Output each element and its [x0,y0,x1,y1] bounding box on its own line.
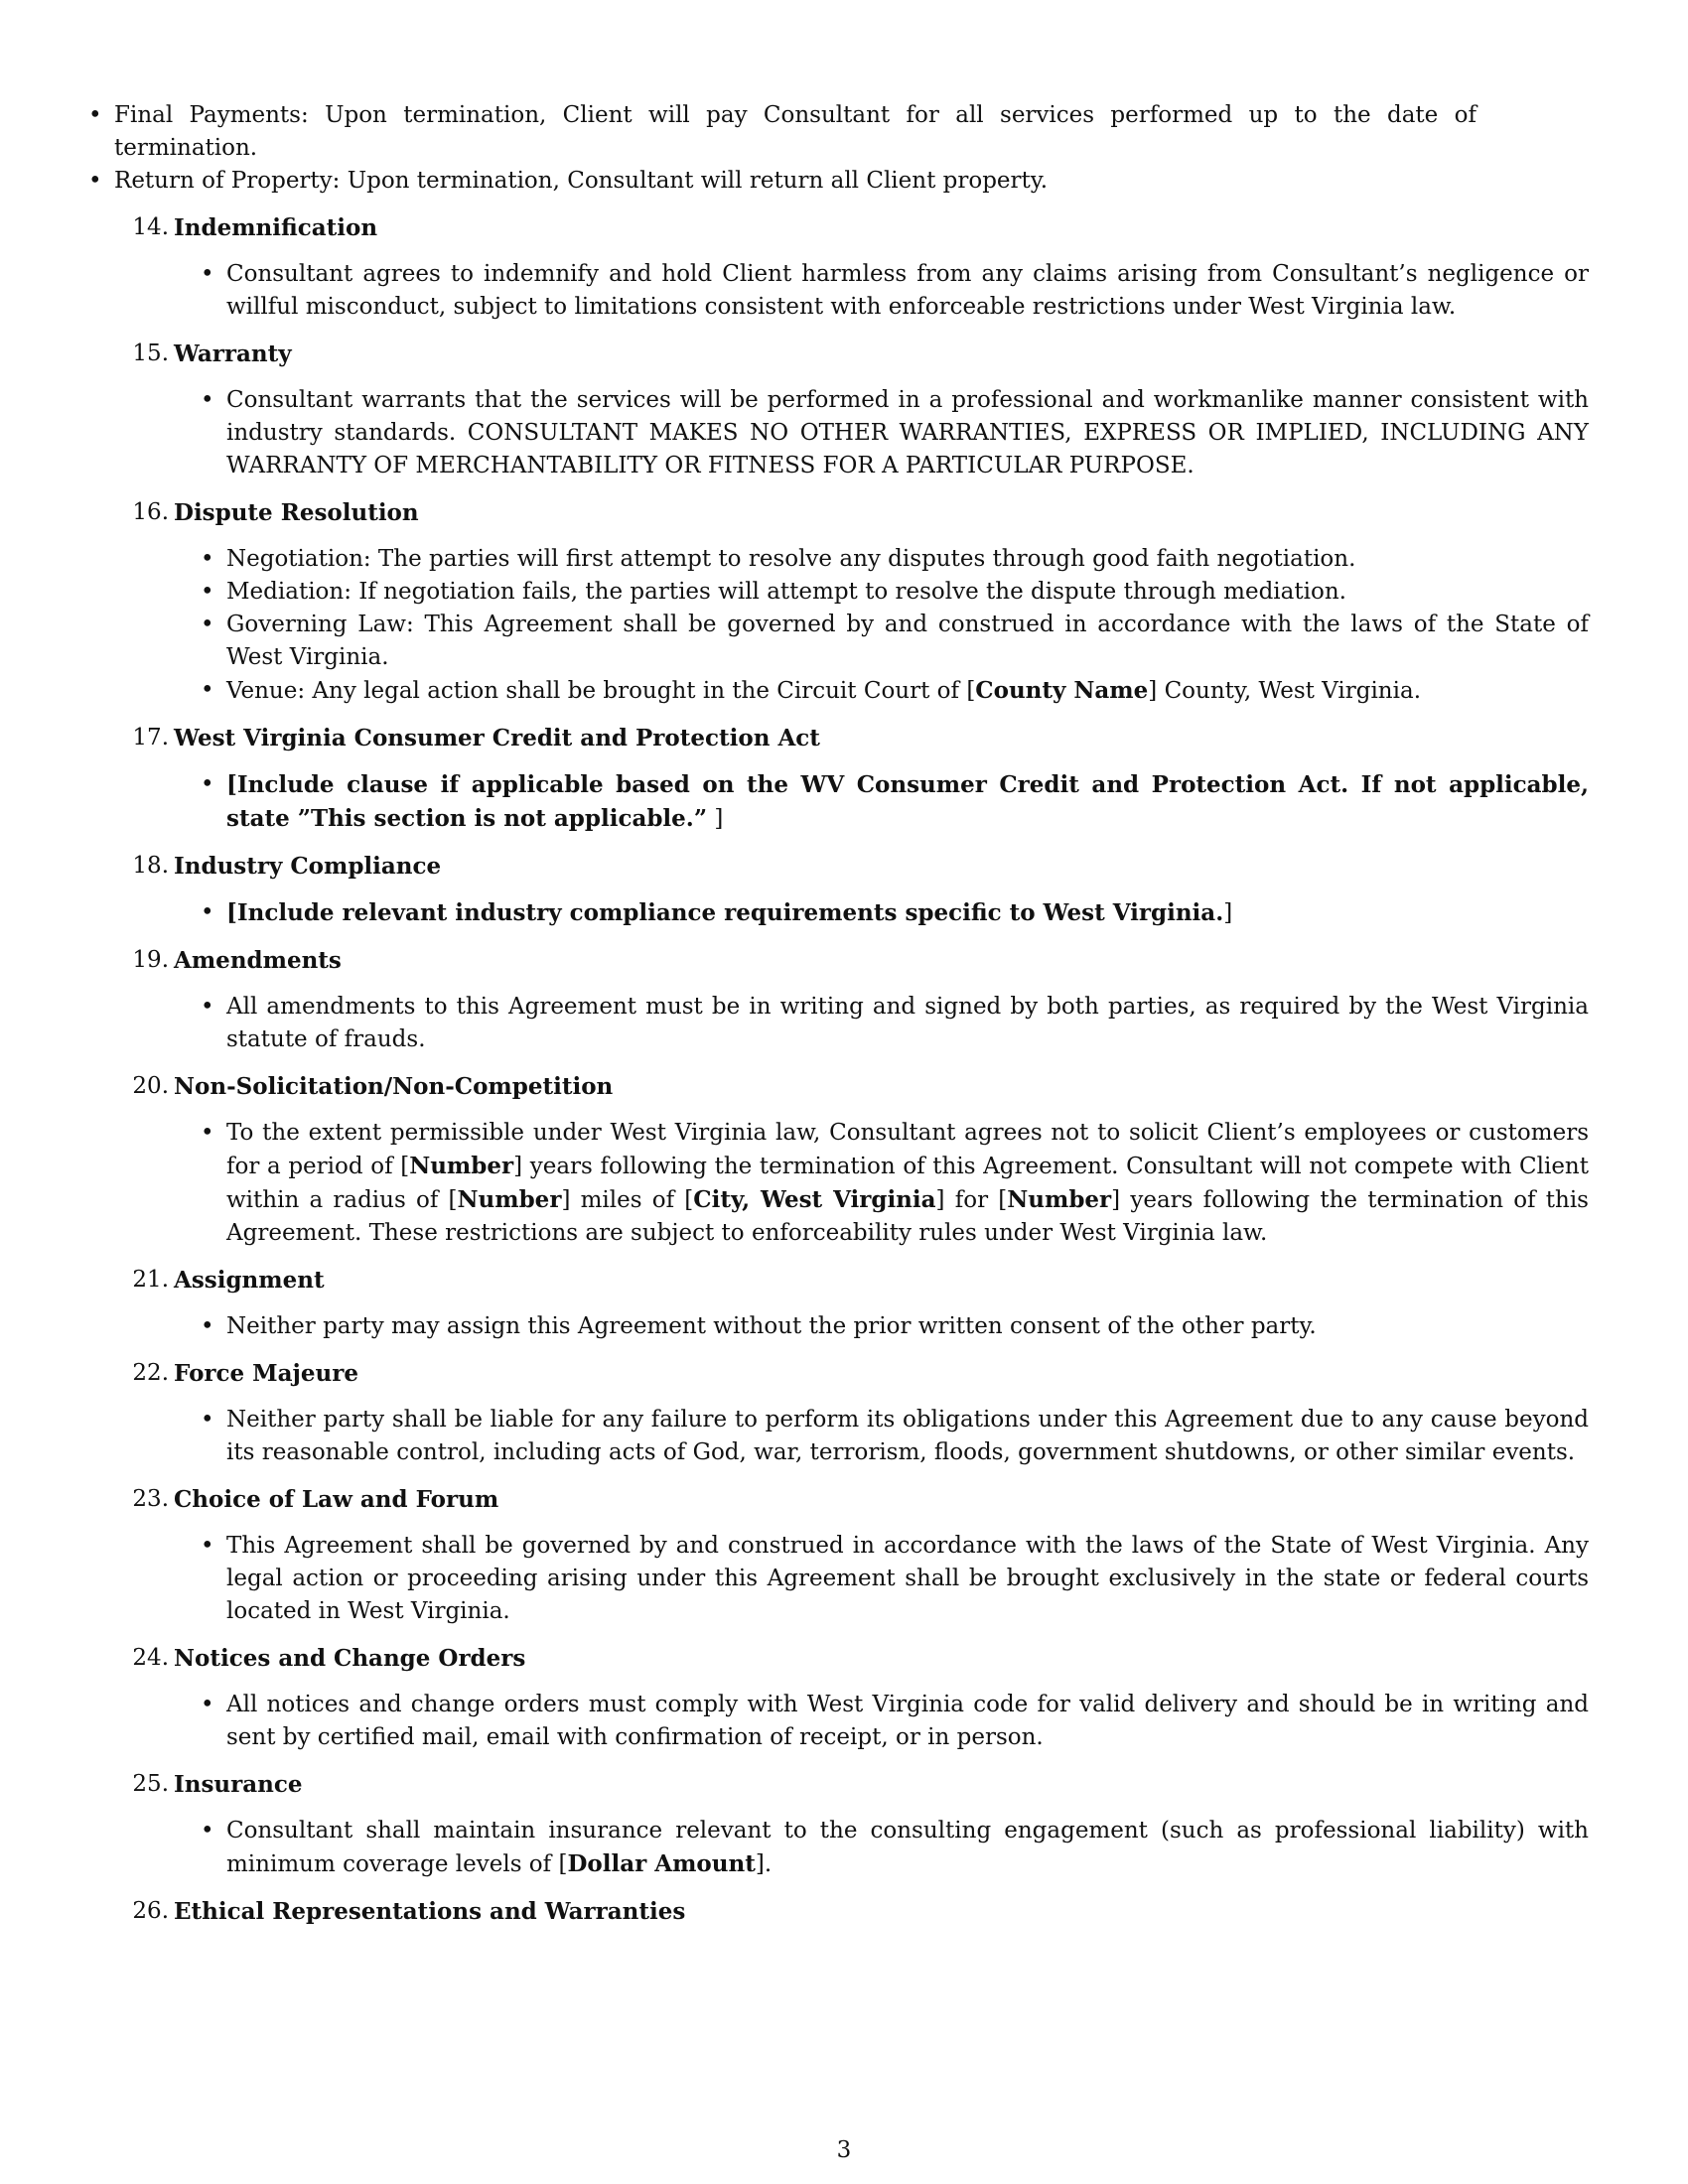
placeholder-field: [Include clause if applicable based on the WV Consumer Credit and Protection Act. If not applicable, state ”This section is not applicable.” [226,771,1589,832]
item-text: ] years following the termination of this Agreement. These restrictions are subject to enforceability rules under West Virginia law. [226,1187,1589,1246]
section-title: Insurance [174,1771,303,1798]
section-number: 19. [132,947,169,973]
item-text: Venue: Any legal action shall be brought in the Circuit Court of [ [226,678,976,704]
section-title: Indemnification [174,214,378,241]
section-number: 16. [132,499,169,525]
placeholder-field: Dollar Amount [567,1850,756,1877]
section-force-majeure [114,1357,1589,1469]
section-ethical-representations [114,1895,1589,1928]
section-title: Industry Compliance [174,853,442,880]
placeholder-field: City, West Virginia [693,1186,936,1213]
section-consumer-credit [114,722,1589,836]
item-text: ] miles of [ [561,1187,694,1213]
list-item: • All notices and change orders must comply with West Virginia code for valid delivery and should be in writing and sent by certified mail, email with confirmation of receipt, or in person. [226,1689,1589,1754]
section-dispute-resolution [114,496,1589,708]
section-title: Choice of Law and Forum [174,1486,499,1513]
section-number: 15. [132,341,169,366]
section-number: 21. [132,1267,169,1293]
section-amendments [114,944,1589,1056]
placeholder-field: County Name [975,677,1149,704]
item-text: ] for [ [935,1187,1008,1213]
section-number: 18. [132,853,169,879]
section-title: Ethical Representations and Warranties [174,1898,686,1925]
list-item: • All amendments to this Agreement must be in writing and signed by both parties, as required by the West Virginia statute of frauds. [226,991,1589,1056]
list-item: • Negotiation: The parties will first attempt to resolve any disputes through good faith negotiation. [226,543,1589,576]
item-text: ]. [755,1851,773,1877]
section-title: Notices and Change Orders [174,1645,526,1672]
item-text: Consultant shall maintain insurance relevant to the consulting engagement (such as professional liability) with minimum coverage levels of [ [226,1818,1589,1877]
list-item [226,768,1589,836]
section-number: 24. [132,1645,169,1671]
item-text: To the extent permissible under West Virginia law, Consultant agrees not to solicit Client’s employees or customers for a period of [ [226,1120,1589,1179]
list-item [226,674,1589,708]
placeholder-field: Number [1007,1186,1112,1213]
item-text: ] [1223,900,1233,926]
section-number: 26. [132,1898,169,1924]
section-warranty [114,338,1589,482]
list-item: • This Agreement shall be governed by and construed in accordance with the laws of the State of West Virginia. Any legal action or proceeding arising under this Agreement shall be brought exclusively in the state or federal courts located in West Virginia. [226,1530,1589,1628]
section-title: Assignment [174,1267,325,1294]
document-content [114,99,1589,1928]
item-text: ] County, West Virginia. [1148,678,1422,704]
placeholder-field: [Include relevant industry compliance requirements specific to West Virginia. [226,899,1224,926]
list-item [226,1815,1589,1881]
page-number: 3 [836,2137,852,2163]
list-item: • Neither party may assign this Agreement without the prior written consent of the other party. [226,1310,1589,1343]
section-number: 22. [132,1360,169,1386]
list-item: • Return of Property: Upon termination, Consultant will return all Client property. [114,165,1477,198]
section-number: 23. [132,1486,169,1512]
list-item [226,896,1589,930]
section-title: Amendments [174,947,342,974]
placeholder-field: Number [409,1153,514,1179]
list-item: • Governing Law: This Agreement shall be governed by and construed in accordance with the laws of the State of West Virginia. [226,609,1589,674]
list-item: • Consultant agrees to indemnify and hold Client harmless from any claims arising from Consultant’s negligence or willful misconduct, subject to limitations consistent with enforceable restrictions under West Virginia law. [226,258,1589,324]
list-item [226,1117,1589,1250]
list-item: • Final Payments: Upon termination, Client will pay Consultant for all services performed up to the date of termination. [114,99,1477,165]
section-choice-of-law [114,1483,1589,1628]
placeholder-field: Number [457,1186,562,1213]
section-industry-compliance [114,850,1589,930]
list-item: • Consultant warrants that the services will be performed in a professional and workmanlike manner consistent with industry standards. CONSULTANT MAKES NO OTHER WARRANTIES, EXPRESS OR IMPLIED, INCLUDING ANY WARRANTY OF MERCHANTABILITY OR FITNESS FOR A PARTICULAR PURPOSE. [226,384,1589,482]
list-item: • Neither party shall be liable for any failure to perform its obligations under this Agreement due to any cause beyond its reasonable control, including acts of God, war, terrorism, floods, government shutdowns, or other similar events. [226,1404,1589,1469]
section-title: Non-Solicitation/Non-Competition [174,1073,614,1100]
continuation-list [114,99,1477,198]
section-number: 20. [132,1073,169,1099]
section-title: Warranty [174,341,292,367]
section-title: West Virginia Consumer Credit and Protection Act [174,725,820,751]
section-notices [114,1642,1589,1754]
section-insurance [114,1768,1589,1881]
section-indemnification [114,211,1589,324]
section-title: Dispute Resolution [174,499,419,526]
section-number: 14. [132,214,169,240]
section-non-solicitation [114,1070,1589,1250]
item-text: ] [707,806,724,832]
item-text: ] years following the termination of this Agreement. Consultant will not compete with Client within a radius of [ [226,1154,1589,1213]
section-title: Force Majeure [174,1360,358,1387]
section-assignment [114,1264,1589,1343]
section-number: 17. [132,725,169,751]
section-number: 25. [132,1771,169,1797]
list-item: • Mediation: If negotiation fails, the parties will attempt to resolve the dispute through mediation. [226,576,1589,609]
